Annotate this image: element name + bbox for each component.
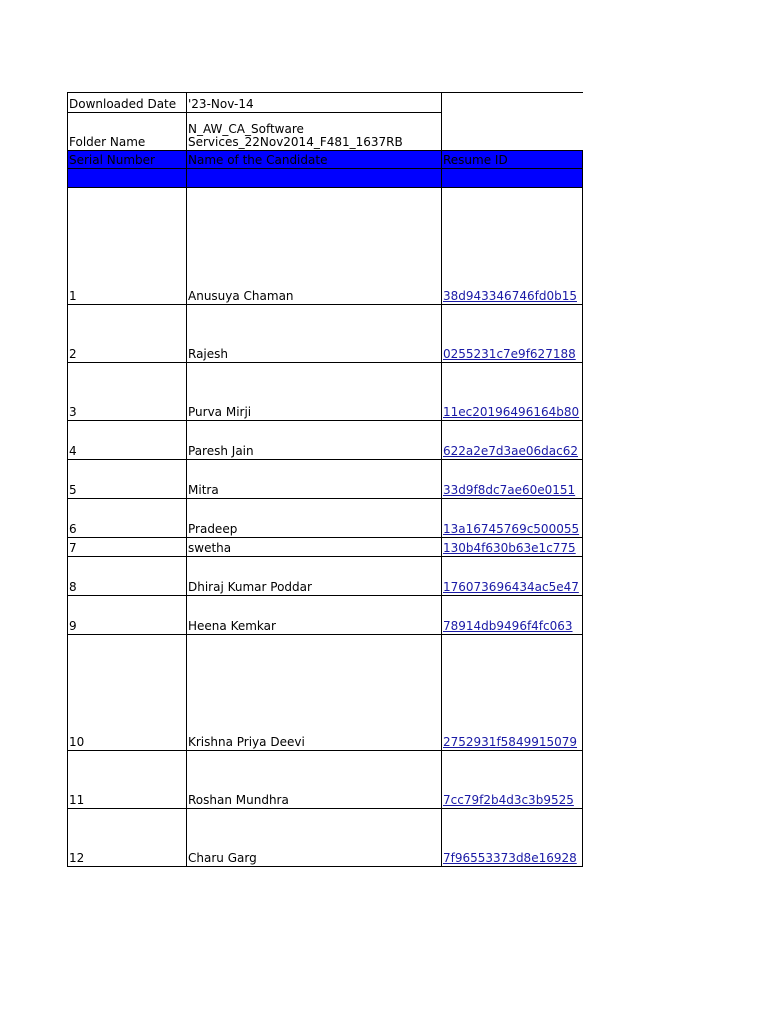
candidate-table — [67, 92, 583, 867]
header-resume-id: Resume ID — [442, 151, 583, 169]
candidate-name-cell: Rajesh — [187, 305, 442, 363]
resume-id-link[interactable]: 176073696434ac5e47 — [443, 580, 579, 594]
candidate-name-cell: Heena Kemkar — [187, 596, 442, 635]
blue-cell — [187, 169, 442, 188]
candidate-name-cell: Paresh Jain — [187, 421, 442, 460]
candidate-name-cell: Krishna Priya Deevi — [187, 635, 442, 751]
serial-number-cell: 9 — [68, 596, 187, 635]
spreadsheet — [67, 92, 583, 867]
candidate-name-cell: Mitra — [187, 460, 442, 499]
candidate-name-cell: Charu Garg — [187, 809, 442, 867]
candidate-name-cell: Roshan Mundhra — [187, 751, 442, 809]
empty-cell — [442, 93, 583, 113]
table-row — [68, 188, 583, 305]
resume-id-link[interactable]: 0255231c7e9f627188 — [443, 347, 576, 361]
resume-id-link[interactable]: 130b4f630b63e1c775 — [443, 541, 576, 555]
folder-name-value — [187, 113, 442, 151]
resume-id-link[interactable]: 78914db9496f4fc063 — [443, 619, 573, 633]
table-row — [68, 499, 583, 538]
serial-number-cell: 12 — [68, 809, 187, 867]
resume-id-cell — [442, 305, 583, 363]
resume-id-cell — [442, 751, 583, 809]
table-row — [68, 751, 583, 809]
resume-id-cell — [442, 499, 583, 538]
table-row — [68, 557, 583, 596]
downloaded-date-row — [68, 93, 583, 113]
table-row — [68, 538, 583, 557]
serial-number-cell: 11 — [68, 751, 187, 809]
blue-spacer-row — [68, 169, 583, 188]
serial-number-cell: 4 — [68, 421, 187, 460]
resume-id-link[interactable]: 11ec20196496164b80 — [443, 405, 580, 419]
folder-name-line1: N_AW_CA_Software — [188, 122, 304, 136]
resume-id-link[interactable]: 7cc79f2b4d3c3b9525 — [443, 793, 574, 807]
resume-id-cell — [442, 635, 583, 751]
serial-number-cell: 8 — [68, 557, 187, 596]
resume-id-cell — [442, 809, 583, 867]
table-body — [68, 188, 583, 867]
serial-number-cell: 1 — [68, 188, 187, 305]
resume-id-link[interactable]: 622a2e7d3ae06dac62 — [443, 444, 579, 458]
candidate-name-cell: Anusuya Chaman — [187, 188, 442, 305]
candidate-name-cell: swetha — [187, 538, 442, 557]
serial-number-cell: 10 — [68, 635, 187, 751]
resume-id-cell — [442, 538, 583, 557]
candidate-name-cell: Pradeep — [187, 499, 442, 538]
downloaded-date-label: Downloaded Date — [68, 93, 187, 113]
table-row — [68, 421, 583, 460]
resume-id-link[interactable]: 2752931f5849915079 — [443, 735, 578, 749]
header-candidate-name: Name of the Candidate — [187, 151, 442, 169]
resume-id-cell — [442, 363, 583, 421]
blue-cell — [68, 169, 187, 188]
resume-id-cell — [442, 596, 583, 635]
blue-cell — [442, 169, 583, 188]
table-row — [68, 809, 583, 867]
resume-id-link[interactable]: 13a16745769c500055 — [443, 522, 580, 536]
table-row — [68, 635, 583, 751]
resume-id-cell — [442, 460, 583, 499]
table-row — [68, 460, 583, 499]
candidate-name-cell: Purva Mirji — [187, 363, 442, 421]
serial-number-cell: 6 — [68, 499, 187, 538]
resume-id-link[interactable]: 7f96553373d8e16928 — [443, 851, 577, 865]
column-header-row — [68, 151, 583, 169]
candidate-name-cell: Dhiraj Kumar Poddar — [187, 557, 442, 596]
table-row — [68, 596, 583, 635]
folder-name-line2: Services_22Nov2014_F481_1637RB — [188, 135, 403, 149]
serial-number-cell: 3 — [68, 363, 187, 421]
resume-id-cell — [442, 557, 583, 596]
serial-number-cell: 7 — [68, 538, 187, 557]
empty-cell — [442, 113, 583, 151]
table-row — [68, 305, 583, 363]
folder-name-label: Folder Name — [68, 113, 187, 151]
header-serial-number: Serial Number — [68, 151, 187, 169]
resume-id-link[interactable]: 38d943346746fd0b15 — [443, 289, 577, 303]
table-row — [68, 363, 583, 421]
serial-number-cell: 5 — [68, 460, 187, 499]
downloaded-date-value: '23-Nov-14 — [187, 93, 442, 113]
resume-id-cell — [442, 188, 583, 305]
folder-name-row — [68, 113, 583, 151]
serial-number-cell: 2 — [68, 305, 187, 363]
resume-id-link[interactable]: 33d9f8dc7ae60e0151 — [443, 483, 576, 497]
resume-id-cell — [442, 421, 583, 460]
